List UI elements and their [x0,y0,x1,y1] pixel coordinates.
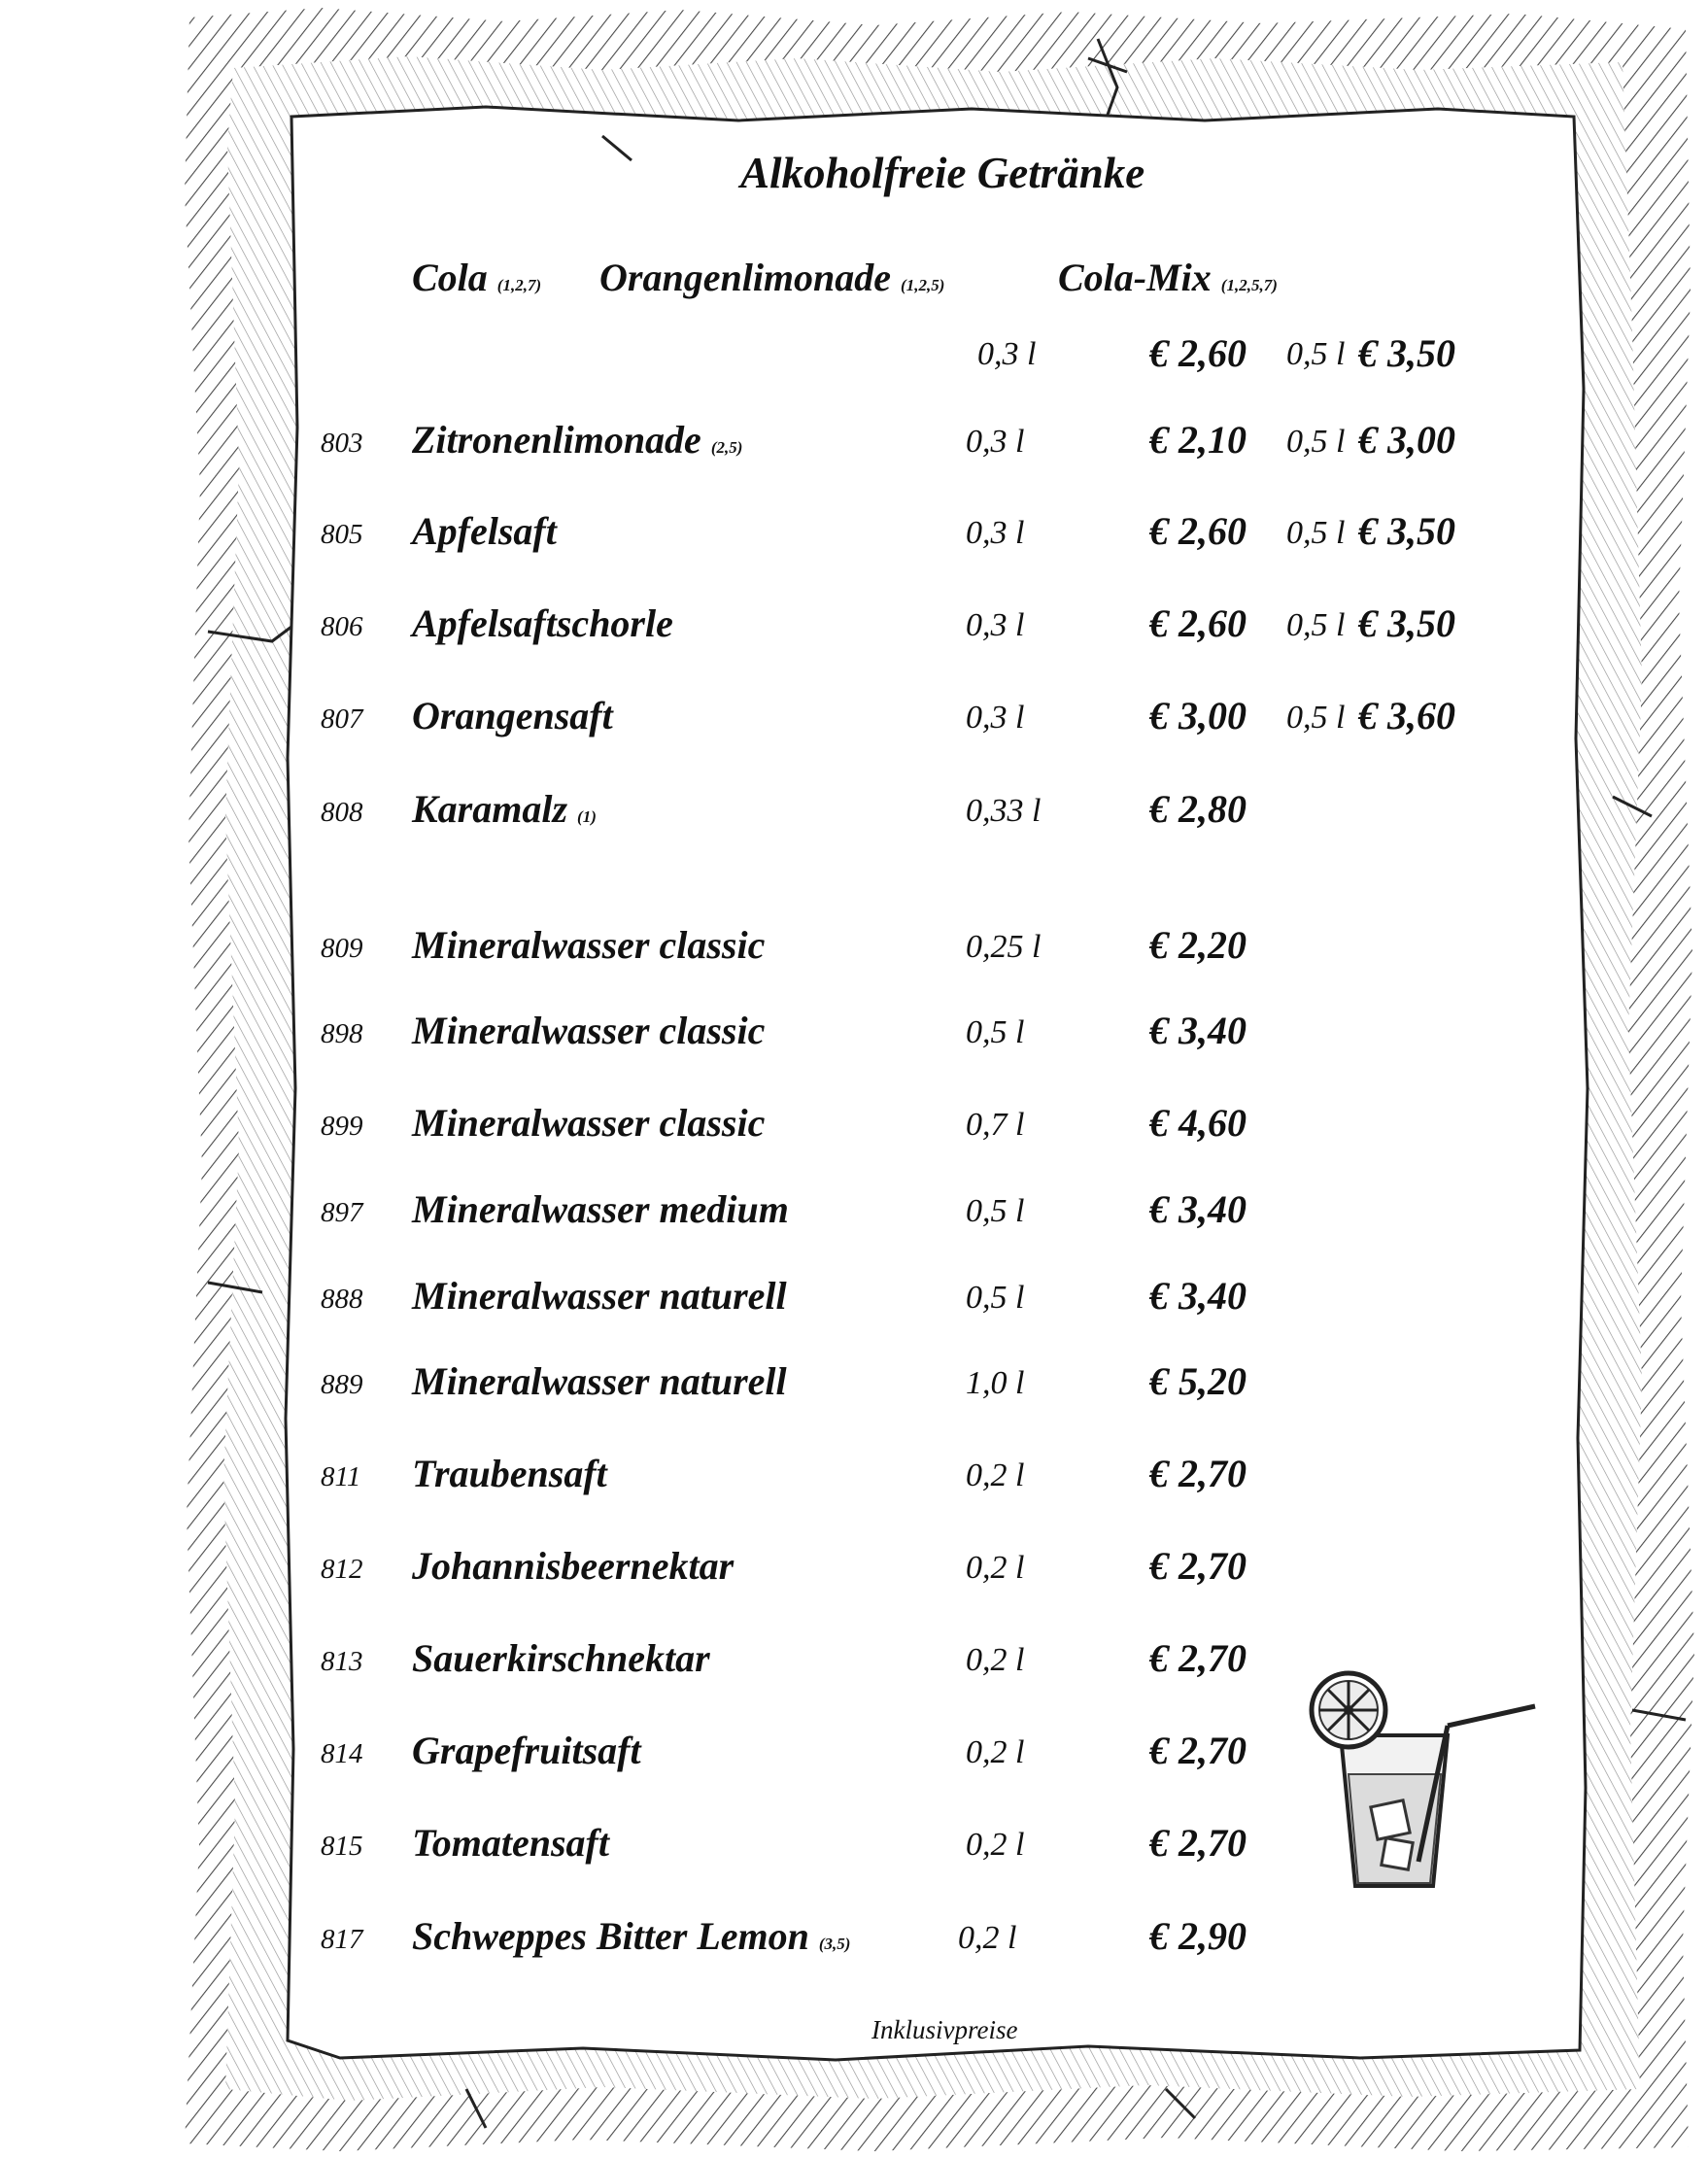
item-name: Mineralwasser classic [412,923,766,967]
item-price-2: € 3,00 [1358,418,1455,462]
page-title: Alkoholfreie Getränke [740,149,1145,197]
item-number: 803 [321,428,363,459]
item-price: € 5,20 [1149,1359,1247,1403]
item-volume: 0,2 l [966,1827,1025,1863]
header-volume: 0,3 l [977,336,1037,372]
item-number: 897 [321,1197,363,1228]
item-name: Mineralwasser medium [412,1187,789,1231]
item-price-2: € 3,60 [1358,694,1455,737]
item-name: Karamalz (1) [412,787,597,831]
item-volume-2: 0,5 l [1286,700,1346,736]
item-number: 812 [321,1554,363,1585]
item-volume: 0,25 l [966,929,1042,965]
item-volume: 0,5 l [966,1014,1025,1050]
item-volume: 0,2 l [958,1920,1017,1956]
item-price: € 2,70 [1149,1452,1247,1495]
header-item-orangenlimonade: Orangenlimonade (1,2,5) [599,256,945,299]
item-volume: 0,3 l [966,607,1025,643]
item-price: € 3,00 [1149,694,1247,737]
item-name: Traubensaft [412,1452,607,1495]
item-number: 805 [321,519,363,550]
item-price: € 2,10 [1149,418,1247,462]
item-volume-2: 0,5 l [1286,515,1346,551]
item-number: 811 [321,1461,361,1492]
item-volume: 0,5 l [966,1280,1025,1316]
item-price: € 2,20 [1149,923,1247,967]
drink-glass-icon [1302,1667,1551,1901]
item-number: 898 [321,1018,363,1049]
item-number: 809 [321,933,363,964]
footer-note: Inklusivpreise [871,2015,1018,2044]
item-name: Sauerkirschnektar [412,1636,710,1680]
item-price: € 2,70 [1149,1729,1247,1772]
header-item-cola: Cola (1,2,7) [412,256,542,299]
item-price: € 2,60 [1149,601,1247,645]
item-volume: 0,2 l [966,1550,1025,1586]
item-number: 817 [321,1924,363,1955]
item-name: Mineralwasser naturell [412,1274,787,1318]
header-price-2: € 3,50 [1358,331,1455,375]
item-name: Grapefruitsaft [412,1729,641,1772]
item-name: Orangensaft [412,694,613,737]
item-price: € 4,60 [1149,1101,1247,1145]
item-number: 814 [321,1738,363,1769]
item-volume: 0,3 l [966,424,1025,460]
item-volume-2: 0,5 l [1286,424,1346,460]
item-price: € 2,70 [1149,1636,1247,1680]
item-volume: 0,3 l [966,515,1025,551]
item-price-2: € 3,50 [1358,601,1455,645]
item-name: Johannisbeernektar [412,1544,734,1588]
item-name: Tomatensaft [412,1821,609,1865]
header-price: € 2,60 [1149,331,1247,375]
item-price: € 2,90 [1149,1914,1247,1958]
item-price-2: € 3,50 [1358,509,1455,553]
item-number: 815 [321,1831,363,1862]
item-name: Mineralwasser classic [412,1101,766,1145]
item-price: € 2,70 [1149,1544,1247,1588]
item-price: € 2,70 [1149,1821,1247,1865]
item-price: € 2,80 [1149,787,1247,831]
item-number: 899 [321,1111,363,1142]
header-item-cola-mix: Cola-Mix (1,2,5,7) [1058,256,1278,299]
item-volume-2: 0,5 l [1286,607,1346,643]
item-volume: 1,0 l [966,1365,1025,1401]
item-name: Mineralwasser naturell [412,1359,787,1403]
item-number: 889 [321,1369,363,1400]
item-volume: 0,2 l [966,1642,1025,1678]
item-number: 888 [321,1284,363,1315]
item-number: 807 [321,703,363,735]
item-price: € 3,40 [1149,1187,1247,1231]
item-name: Mineralwasser classic [412,1009,766,1052]
header-volume-2: 0,5 l [1286,336,1346,372]
item-name: Apfelsaft [412,509,557,553]
item-volume: 0,5 l [966,1193,1025,1229]
item-price: € 2,60 [1149,509,1247,553]
item-number: 808 [321,797,363,828]
item-name: Apfelsaftschorle [412,601,673,645]
item-volume: 0,3 l [966,700,1025,736]
item-number: 806 [321,611,363,642]
item-name: Schweppes Bitter Lemon (3,5) [412,1914,851,1958]
item-number: 813 [321,1646,363,1677]
item-volume: 0,2 l [966,1734,1025,1770]
item-volume: 0,2 l [966,1457,1025,1493]
item-name: Zitronenlimonade (2,5) [412,418,743,462]
item-price: € 3,40 [1149,1009,1247,1052]
item-volume: 0,7 l [966,1107,1025,1143]
item-price: € 3,40 [1149,1274,1247,1318]
item-volume: 0,33 l [966,793,1042,829]
